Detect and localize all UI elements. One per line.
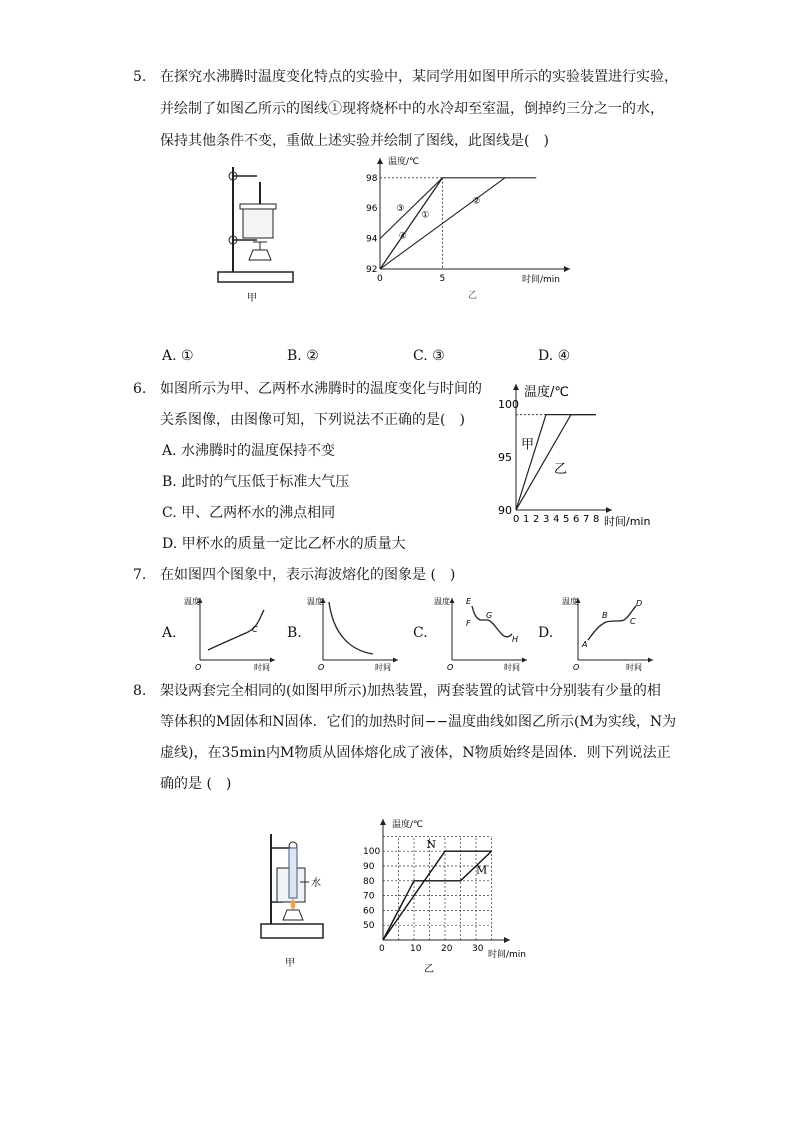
q7-option-b[interactable]: B. xyxy=(287,625,302,641)
q5-chart-xtick-1: 5 xyxy=(439,274,446,284)
q7-graph-c-ylabel: 温度 xyxy=(434,597,450,606)
q7-graph-b-ylabel: 温度 xyxy=(307,597,323,606)
q5-chart-xlabel: 时间/min xyxy=(522,275,561,285)
q7-graph-b-origin: O xyxy=(318,663,325,672)
q5-chart-ytick-0: 92 xyxy=(366,265,378,275)
q7-graph-d-ylabel: 温度 xyxy=(562,597,578,606)
q6-chart-xtick-3: 3 xyxy=(543,514,550,525)
q7-graph-b xyxy=(303,592,403,672)
q7-graph-a-ylabel: 温度 xyxy=(184,597,200,606)
q7-graph-d-origin: O xyxy=(573,663,580,672)
q7-graph-d-point-b: B xyxy=(602,611,608,620)
q7-stem: 在如图四个图象中，表示海波熔化的图象是 ( ) xyxy=(160,567,456,583)
q7-graph-c-point-f: F xyxy=(466,619,471,628)
q6-chart-xtick-0: 0 xyxy=(513,514,520,525)
q7-graph-b-xlabel: 时间 xyxy=(375,663,391,672)
q5-chart-ylabel: 温度/℃ xyxy=(388,157,420,167)
q5-fig-jia-label: 甲 xyxy=(247,293,257,304)
q8-chart-series-label-0: N xyxy=(426,838,437,852)
q6-chart-xtick-5: 5 xyxy=(563,514,570,525)
q8-chart-xtick-0: 0 xyxy=(379,944,385,954)
q7-graph-a-point-c: C xyxy=(252,625,258,634)
q6-chart-xtick-8: 8 xyxy=(593,514,600,525)
q6-option-d[interactable]: D. 甲杯水的质量一定比乙杯水的质量大 xyxy=(162,536,406,552)
q6-chart-xtick-6: 6 xyxy=(573,514,580,525)
q8-apparatus-figure xyxy=(255,820,350,970)
q6-chart-series-label-1: 乙 xyxy=(554,461,568,477)
q6-stem-line-2: 关系图像，由图像可知，下列说法不正确的是( ) xyxy=(160,412,465,428)
q8-chart-xtick-2: 20 xyxy=(441,944,453,954)
q6-chart-xtick-4: 4 xyxy=(553,514,560,525)
q5-chart-series-line-2 xyxy=(380,178,443,239)
q7-graph-d-curve xyxy=(588,606,636,640)
q6-chart-xtick-1: 1 xyxy=(523,514,530,525)
q7-option-a[interactable]: A. xyxy=(162,625,177,641)
q6-option-b[interactable]: B. 此时的气压低于标准大气压 xyxy=(162,474,350,490)
q7-graph-a-origin: O xyxy=(195,663,202,672)
q6-number: 6. xyxy=(133,381,147,397)
q7-graph-c-point-e: E xyxy=(466,597,472,606)
q5-fig-yi-label: 乙 xyxy=(468,291,478,301)
q5-chart-series-label-3: ④ xyxy=(398,231,407,242)
q8-fig-yi-label: 乙 xyxy=(424,964,434,975)
q7-graph-d-point-c: C xyxy=(630,617,636,626)
q7-option-c[interactable]: C. xyxy=(413,625,428,641)
q7-graph-a-xlabel: 时间 xyxy=(254,663,270,672)
q5-chart-series-label-0: ① xyxy=(421,210,430,221)
q5-chart-ytick-1: 94 xyxy=(366,234,378,245)
q8-chart-series-label-1: M xyxy=(476,863,488,877)
q7-graph-b-curve xyxy=(329,602,373,654)
q8-stem-line-1: 架设两套完全相同的(如图甲所示)加热装置，两套装置的试管中分别装有少量的相 xyxy=(160,683,661,699)
q8-stem-line-4: 确的是 ( ) xyxy=(160,776,232,792)
q5-option-d[interactable]: D. ④ xyxy=(538,348,571,364)
q5-stem-line-2: 并绘制了如图乙所示的图线①现将烧杯中的水冷却至室温，倒掉约三分之一的水， xyxy=(160,101,664,117)
q5-option-b[interactable]: B. ② xyxy=(287,348,319,364)
q5-apparatus-figure xyxy=(215,162,300,307)
q5-stem-line-1: 在探究水沸腾时温度变化特点的实验中，某同学用如图甲所示的实验装置进行实验， xyxy=(160,69,678,85)
q8-chart-xlabel: 时间/min xyxy=(488,950,527,960)
q6-chart-series-label-0: 甲 xyxy=(521,437,535,453)
q5-chart xyxy=(350,152,590,302)
q8-chart-ytick-5: 100 xyxy=(363,847,381,858)
q5-chart-series-label-1: ② xyxy=(472,196,481,207)
q6-chart-ytick-1: 95 xyxy=(498,451,512,464)
q5-chart-series-label-2: ③ xyxy=(396,204,405,215)
q7-graph-d-point-d: D xyxy=(636,599,643,608)
q7-graph-d xyxy=(558,592,658,672)
q5-chart-xtick-0: 0 xyxy=(377,274,383,284)
q7-graph-d-xlabel: 时间 xyxy=(626,663,642,672)
q5-chart-ytick-2: 96 xyxy=(366,204,378,215)
q7-graph-d-point-a: A xyxy=(582,640,588,649)
q8-chart-ylabel: 温度/℃ xyxy=(392,820,424,830)
q5-option-a[interactable]: A. ① xyxy=(162,348,194,364)
q8-chart xyxy=(360,815,545,975)
q6-chart-ytick-0: 90 xyxy=(498,504,512,517)
q8-chart-ytick-4: 90 xyxy=(363,862,375,872)
q5-chart-series-line-3 xyxy=(380,178,443,269)
q5-number: 5. xyxy=(133,69,147,85)
q6-option-a[interactable]: A. 水沸腾时的温度保持不变 xyxy=(162,443,336,459)
q6-chart-xlabel: 时间/min xyxy=(604,515,651,528)
q8-stem-line-3: 虚线)，在35min内M物质从固体熔化成了液体，N物质始终是固体．则下列说法正 xyxy=(160,745,671,761)
q6-stem-line-1: 如图所示为甲、乙两杯水沸腾时的温度变化与时间的 xyxy=(160,381,482,397)
q8-chart-ytick-3: 80 xyxy=(363,876,375,887)
q7-graph-c-xlabel: 时间 xyxy=(504,663,520,672)
q8-chart-xtick-3: 30 xyxy=(472,944,484,954)
q8-chart-ytick-0: 50 xyxy=(363,921,375,932)
q8-number: 8. xyxy=(133,683,147,699)
q7-graph-c-point-h: H xyxy=(512,635,519,644)
q8-chart-xtick-1: 10 xyxy=(410,944,422,954)
q6-chart-xtick-7: 7 xyxy=(583,514,590,525)
q8-chart-ytick-2: 70 xyxy=(363,891,375,902)
q6-chart-ytick-2: 100 xyxy=(498,398,519,411)
q5-stem-line-3: 保持其他条件不变，重做上述实验并绘制了图线，此图线是( ) xyxy=(160,133,549,149)
q8-water-label: 水 xyxy=(311,878,321,889)
q8-chart-ytick-1: 60 xyxy=(363,906,375,917)
q6-chart-xtick-2: 2 xyxy=(533,514,540,525)
q6-chart-ylabel: 温度/℃ xyxy=(524,385,569,400)
q7-graph-c-origin: O xyxy=(447,663,454,672)
q7-number: 7. xyxy=(133,567,147,583)
q6-chart xyxy=(490,378,665,533)
q7-graph-a xyxy=(180,592,280,672)
q5-chart-ytick-3: 98 xyxy=(366,173,378,184)
q6-option-c[interactable]: C. 甲、乙两杯水的沸点相同 xyxy=(162,505,336,521)
q8-fig-jia-label: 甲 xyxy=(285,958,295,969)
q7-option-d[interactable]: D. xyxy=(538,625,554,641)
q7-graph-c-point-g: G xyxy=(486,611,493,620)
q5-option-c[interactable]: C. ③ xyxy=(413,348,445,364)
q7-graph-c xyxy=(432,592,532,672)
q8-stem-line-2: 等体积的M固体和N固体．它们的加热时间−−温度曲线如图乙所示(M为实线，N为 xyxy=(160,714,677,730)
